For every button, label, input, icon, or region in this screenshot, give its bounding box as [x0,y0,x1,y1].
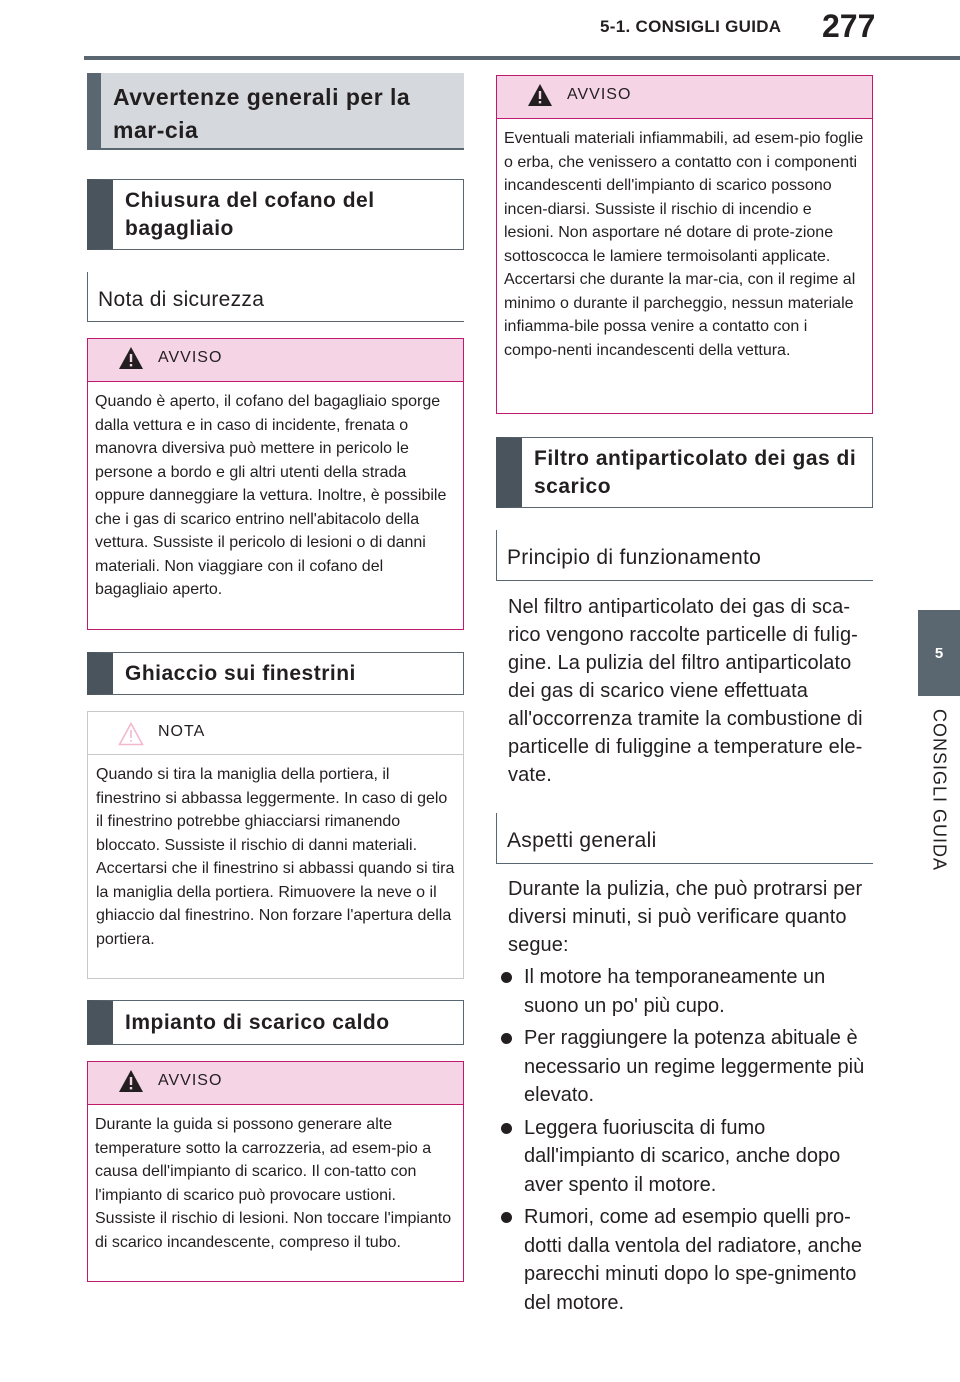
note-text: Quando si tira la maniglia della portiera, il finestrino si abbassa leggermente. In caso di gelo il finestrino potrebbe ghiacciarsi rimanendo bloccato. Sussiste il rischio di danni materiali. Accertarsi che il finestrino si abbassi quando si tira la maniglia della portiera. Rimuovere la neve o il ghiaccio dal finestrino. Non forzare l'apertura della portiera. [96,766,455,948]
heading-ice-text: Ghiaccio sui finestrini [125,661,356,685]
warning-text: Durante la guida si possono generare alte temperature sotto la carrozzeria, ad esem-pio a causa dell'impianto di scarico. Il con-tatto con l'impianto di scarico può provocare ustioni. Sussiste il rischio di lesioni. Non toccare l'impianto di scarico incandescente, compreso il tubo. [95,1116,452,1251]
chapter-tab: 5 [918,610,960,696]
heading-exhaust-hot [87,1000,464,1045]
note-triangle-icon [118,722,144,746]
symptom-list [496,963,872,1321]
subheading-general-text: Aspetti generali [507,829,657,852]
subheading-safety [87,272,464,322]
list-item: Il motore ha temporaneamente un suono un po' più cupo. [496,963,872,1020]
page-number: 277 [822,8,876,44]
warning-box-exhaust [87,1061,464,1282]
list-item: Leggera fuoriuscita di fumo dall'impianto di scarico, anche dopo aver spento il motore. [496,1114,872,1200]
note-box-ice [87,711,464,979]
warning-header [88,1062,463,1105]
warning-triangle-icon [118,1069,144,1093]
paragraph-general: Durante la pulizia, che può protrarsi per diversi minuti, si può verificare quanto segue: [508,878,863,956]
section-title: 5-1. CONSIGLI GUIDA [600,17,782,36]
list-item: Per raggiungere la potenza abituale è necessario un regime leggermente più elevato. [496,1024,872,1110]
list-item: Rumori, come ad esempio quelli pro-dotti dalla ventola del radiatore, anche parecchi minuti dopo lo spe-gnimento del motore. [496,1203,872,1317]
warning-triangle-icon [527,83,553,107]
heading-hood-text: Chiusura del cofano del bagagliaio [125,188,375,240]
main-heading: Avvertenze generali per la mar-cia [87,73,464,150]
heading-ice [87,652,464,695]
heading-particulate-filter-text: Filtro antiparticolato dei gas di scarico [534,446,857,498]
subheading-general [496,813,873,864]
chapter-label: CONSIGLI GUIDA [929,708,950,872]
warning-box-hood [87,338,464,630]
subheading-principle-text: Principio di funzionamento [507,546,762,569]
warning-header [497,76,872,119]
note-title: NOTA [158,723,206,740]
warning-title: AVVISO [158,1072,223,1089]
subheading-safety-text: Nota di sicurezza [98,287,265,311]
warning-text: Eventuali materiali infiammabili, ad esem-pio foglie o erba, che venissero a contatto con i componenti incandescenti dell'impianto di scarico possono incen-diarsi. Sussiste il rischio di incendio e lesioni. Non asportare né dotare di prote-zione sottoscocca le lamiere termoisolanti applicate. Accertarsi che durante la mar-cia, con il regime al minimo o durante il parcheggio, nessun materiale infiamma-bile possa venire a contatto con i compo-nenti incandescenti della vettura. [504,130,864,359]
heading-hood [87,179,464,250]
warning-title: AVVISO [567,86,632,103]
subheading-principle [496,530,873,581]
warning-text: Quando è aperto, il cofano del bagagliaio sporge dalla vettura e in caso di incidente, frenata o manovra diversiva può mettere in pericolo le persone a bordo e gli altri utenti della strada oppure danneggiare la vettura. Inoltre, è possibile che i gas di scarico entrino nell'abitacolo della vettura. Sussiste il pericolo di lesioni o di danni materiali. Non viaggiare con il cofano del bagagliaio aperto. [95,393,447,598]
header-rule [84,56,960,60]
note-header [88,712,463,755]
warning-box-flammable [496,75,873,414]
paragraph-principle: Nel filtro antiparticolato dei gas di sca-rico vengono raccolte particelle di fulig-gine. La pulizia del filtro antiparticolato dei gas di scarico viene effettuata all'occorrenza tramite la combustione di particelle di fuliggine a temperature ele-vate. [508,596,863,786]
warning-title: AVVISO [158,349,223,366]
warning-triangle-icon [118,346,144,370]
warning-header [88,339,463,382]
heading-exhaust-hot-text: Impianto di scarico caldo [125,1010,390,1034]
heading-particulate-filter [496,437,873,508]
